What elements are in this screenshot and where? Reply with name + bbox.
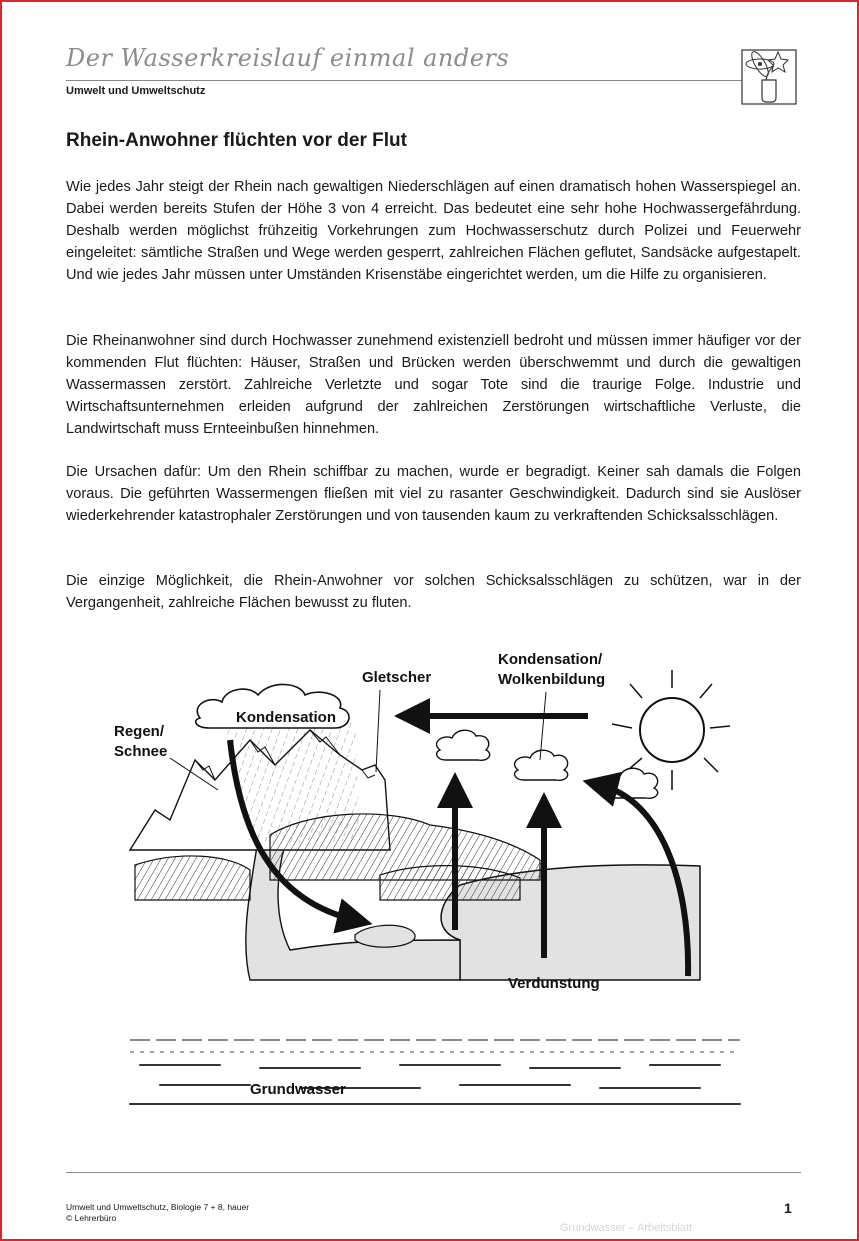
footer-divider bbox=[66, 1172, 801, 1173]
paragraph-1: Wie jedes Jahr steigt der Rhein nach gewaltigen Niederschlägen auf einen dramatisch hohen Wasserspiegel an. Dabei werden bereits Stufen der Höhe 3 von 4 erreicht. Das bedeutet eine sehr hohe Hochwassergefährdung. Deshalb werden möglichst frühzeitig Vorkehrungen zum Hochwasserschutz durch Polizei und Feuerwehr eingeleitet: sämtliche Straßen und Wege werden gesperrt, zahlreichen Flächen geflutet, Sandsäcke aufgestapelt. Und wie jedes Jahr müssen unter Umständen Krisenstäbe eingerichtet werden, um die Hilfe zu organisieren. bbox=[66, 179, 801, 283]
label-kondensation-wolken-1: Kondensation/ bbox=[498, 651, 603, 668]
header-divider bbox=[66, 80, 746, 81]
label-kondensation-wolken-2: Wolkenbildung bbox=[498, 671, 606, 688]
cloud-middle-icon bbox=[515, 750, 568, 780]
footer-line-2: © Lehrerbüro bbox=[66, 1213, 117, 1223]
article-title: Rhein-Anwohner flüchten vor der Flut bbox=[66, 130, 407, 151]
footer-line-1: Umwelt und Umweltschutz, Biologie 7 + 8, hauer bbox=[66, 1202, 250, 1212]
page-number: 1 bbox=[784, 1200, 792, 1216]
science-logo-icon bbox=[738, 46, 798, 106]
watermark: Grundwasser – Arbeitsblatt bbox=[560, 1222, 693, 1234]
subject-label: Umwelt und Umweltschutz bbox=[66, 85, 206, 97]
label-regen-2: Schnee bbox=[114, 743, 168, 760]
sun-icon bbox=[640, 698, 704, 762]
label-verdunstung: Verdunstung bbox=[508, 975, 600, 992]
footer-credits bbox=[66, 1202, 249, 1224]
paragraph-2: Die Rheinanwohner sind durch Hochwasser zunehmend existenziell bedroht und müssen immer häufiger vor der kommenden Flut flüchten: Häuser, Straßen und Brücken werden überschwemmt und durch die gewaltigen Wassermassen zerstört. Zahlreiche Verletzte und sogar Tote sind die traurige Folge. Industrie und Wirtschaftsunternehmen erleiden aufgrund der zahlreichen Zerstörungen wirtschaftliche Verluste, die Landwirtschaft muss Ernteeinbußen hinnehmen. bbox=[66, 333, 801, 437]
series-title: Der Wasserkreislauf einmal anders bbox=[66, 44, 510, 72]
label-gletscher: Gletscher bbox=[362, 669, 432, 686]
groundwater-icon bbox=[130, 1065, 740, 1104]
paragraph-4: Die einzige Möglichkeit, die Rhein-Anwohner vor solchen Schicksalsschlägen zu schützen, war in der Vergangenheit, zahlreiche Flächen bewusst zu fluten. bbox=[66, 573, 801, 611]
label-grundwasser: Grundwasser bbox=[250, 1081, 346, 1098]
label-kondensation: Kondensation bbox=[236, 709, 336, 726]
cloud-small-icon bbox=[437, 730, 490, 760]
cloud-right-icon bbox=[605, 768, 658, 798]
water-cycle-diagram bbox=[100, 640, 800, 1110]
label-regen-1: Regen/ bbox=[114, 723, 165, 740]
lake-icon bbox=[355, 925, 415, 947]
paragraph-3: Die Ursachen dafür: Um den Rhein schiffbar zu machen, wurde er begradigt. Keiner sah damals die Folgen voraus. Die geführten Wassermengen fließen mit viel zu rasanter Geschwindigkeit. Dadurch sind sie Auslöser wiederkehrender katastrophaler Zerstörungen und von tausenden kaum zu verkraftenden Schicksalsschlägen. bbox=[66, 464, 801, 524]
